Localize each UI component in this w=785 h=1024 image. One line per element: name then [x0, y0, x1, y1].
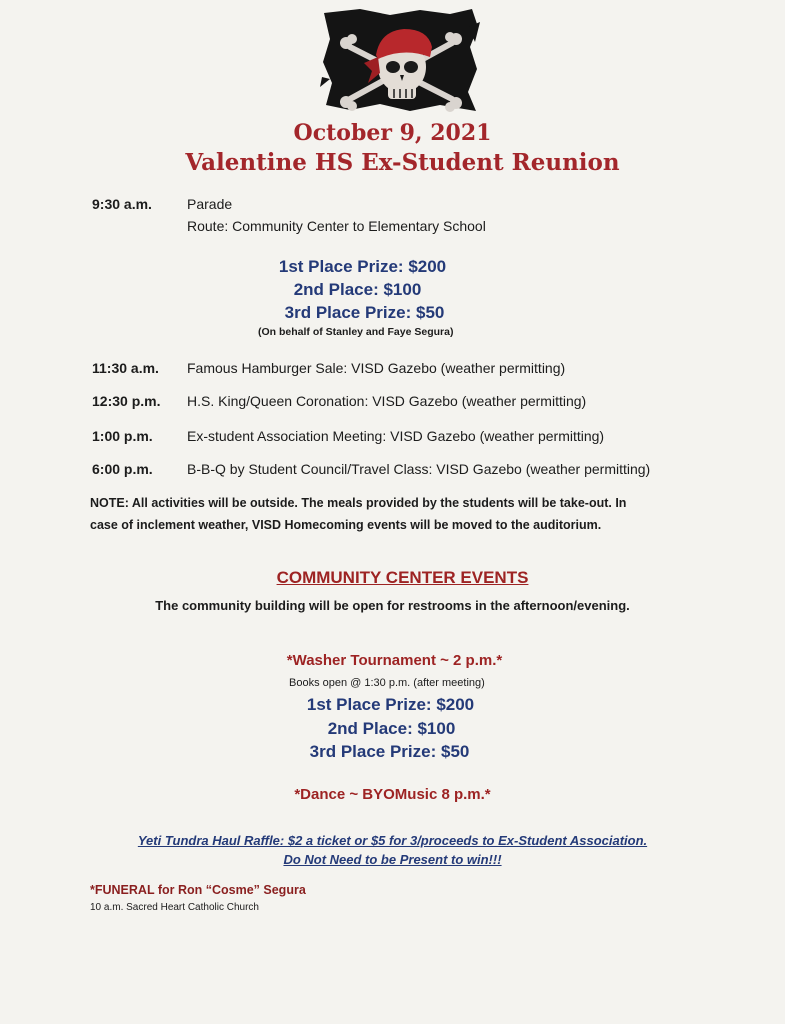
washer-second-prize: 2nd Place: $100: [327, 719, 456, 738]
washer-first-prize: 1st Place Prize: $200: [306, 695, 475, 714]
raffle-line: Yeti Tundra Haul Raffle: $2 a ticket or $5 for 3/proceeds to Ex-Student Association.: [137, 833, 648, 848]
pirate-flag-icon: [320, 7, 480, 113]
parade-third-prize: 3rd Place Prize: $50: [284, 303, 445, 322]
event-title: Valentine HS Ex-Student Reunion: [185, 149, 620, 176]
weather-note: NOTE: All activities will be outside. The meals provided by the students will be take-out. In case of inclement weather, VISD Homecoming events will be moved to the auditorium.: [90, 496, 627, 532]
schedule-time: 6:00 p.m.: [92, 461, 153, 477]
community-heading: COMMUNITY CENTER EVENTS: [276, 568, 529, 587]
schedule-desc: Route: Community Center to Elementary School: [187, 218, 486, 234]
parade-prize-sponsor: (On behalf of Stanley and Faye Segura): [258, 326, 454, 338]
schedule-time: 11:30 a.m.: [92, 360, 159, 376]
schedule-time: 12:30 p.m.: [92, 393, 161, 409]
dance-event: *Dance ~ BYOMusic 8 p.m.*: [294, 786, 491, 803]
event-date: October 9, 2021: [293, 120, 492, 146]
raffle-win-line: Do Not Need to be Present to win!!!: [283, 852, 502, 867]
washer-books-open: Books open @ 1:30 p.m. (after meeting): [289, 677, 485, 689]
schedule-desc: Ex-student Association Meeting: VISD Gazebo (weather permitting): [187, 428, 605, 444]
washer-third-prize: 3rd Place Prize: $50: [309, 742, 470, 761]
schedule-desc: H.S. King/Queen Coronation: VISD Gazebo (weather permitting): [187, 393, 587, 409]
schedule-time: 1:00 p.m.: [92, 428, 153, 444]
parade-first-prize: 1st Place Prize: $200: [278, 257, 447, 276]
schedule-desc: Parade: [187, 196, 233, 212]
washer-tournament-title: *Washer Tournament ~ 2 p.m.*: [286, 652, 503, 669]
funeral-detail: 10 a.m. Sacred Heart Catholic Church: [90, 902, 259, 913]
funeral-title: *FUNERAL for Ron “Cosme” Segura: [90, 883, 306, 897]
community-subheading: The community building will be open for restrooms in the afternoon/evening.: [155, 598, 630, 613]
schedule-desc: B-B-Q by Student Council/Travel Class: VISD Gazebo (weather permitting): [187, 461, 651, 477]
schedule-time: 9:30 a.m.: [92, 196, 152, 212]
schedule-desc: Famous Hamburger Sale: VISD Gazebo (weather permitting): [187, 360, 566, 376]
parade-second-prize: 2nd Place: $100: [293, 280, 422, 299]
